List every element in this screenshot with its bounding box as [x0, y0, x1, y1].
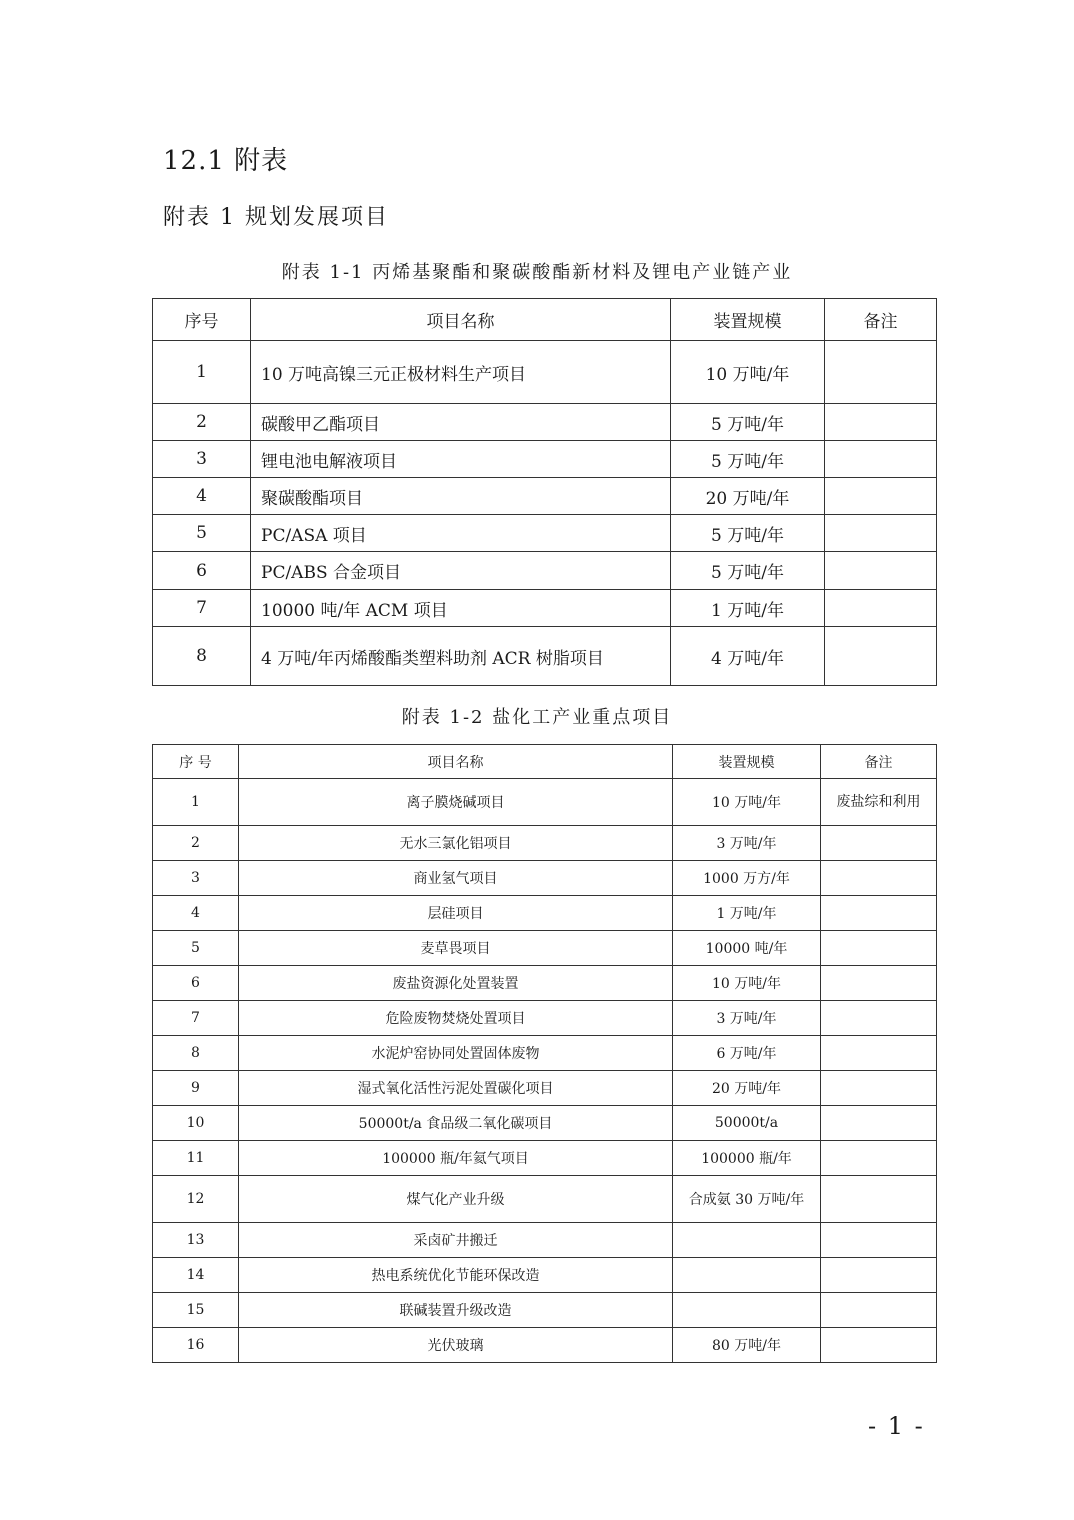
device-scale: 20 万吨/年	[673, 1071, 821, 1106]
row-number: 12	[153, 1176, 239, 1223]
row-number: 5	[153, 515, 251, 552]
device-scale: 3 万吨/年	[673, 826, 821, 861]
table-row	[153, 966, 937, 1001]
row-number: 2	[153, 826, 239, 861]
project-name: 废盐资源化处置装置	[239, 966, 673, 1001]
row-note	[821, 931, 937, 966]
table-row	[153, 1141, 937, 1176]
table1-header-name: 项目名称	[251, 299, 671, 341]
row-note	[821, 966, 937, 1001]
row-note	[821, 1176, 937, 1223]
table-row	[153, 404, 937, 441]
project-name: PC/ASA 项目	[251, 515, 671, 552]
table-row	[153, 341, 937, 404]
row-note	[821, 1001, 937, 1036]
device-scale: 4 万吨/年	[671, 627, 825, 686]
row-note	[825, 515, 937, 552]
device-scale: 5 万吨/年	[671, 552, 825, 590]
project-name: 热电系统优化节能环保改造	[239, 1258, 673, 1293]
project-name: 100000 瓶/年氦气项目	[239, 1141, 673, 1176]
table-row	[153, 826, 937, 861]
table-row	[153, 931, 937, 966]
row-note	[825, 341, 937, 404]
row-number: 8	[153, 627, 251, 686]
table2-header-note: 备注	[821, 745, 937, 779]
table-row	[153, 1223, 937, 1258]
table1	[152, 298, 937, 686]
table-row	[153, 1328, 937, 1363]
row-number: 1	[153, 779, 239, 826]
row-note	[825, 478, 937, 515]
section-title: 12.1 附表	[163, 146, 289, 176]
table1-header-note: 备注	[825, 299, 937, 341]
table-row	[153, 627, 937, 686]
table-row	[153, 515, 937, 552]
project-name: 光伏玻璃	[239, 1328, 673, 1363]
device-scale: 合成氨 30 万吨/年	[673, 1176, 821, 1223]
project-name: 50000t/a 食品级二氧化碳项目	[239, 1106, 673, 1141]
row-note	[821, 826, 937, 861]
row-number: 3	[153, 861, 239, 896]
table-row	[153, 779, 937, 826]
row-note	[821, 1293, 937, 1328]
project-name: 4 万吨/年丙烯酸酯类塑料助剂 ACR 树脂项目	[251, 627, 671, 686]
project-name: 碳酸甲乙酯项目	[251, 404, 671, 441]
device-scale: 10 万吨/年	[673, 966, 821, 1001]
row-number: 11	[153, 1141, 239, 1176]
project-name: 锂电池电解液项目	[251, 441, 671, 478]
project-name: 层硅项目	[239, 896, 673, 931]
table1-header-scale: 装置规模	[671, 299, 825, 341]
row-note	[821, 861, 937, 896]
device-scale: 10 万吨/年	[671, 341, 825, 404]
table2-header-scale: 装置规模	[673, 745, 821, 779]
table-row	[153, 441, 937, 478]
device-scale: 50000t/a	[673, 1106, 821, 1141]
row-number: 6	[153, 966, 239, 1001]
project-name: 联碱装置升级改造	[239, 1293, 673, 1328]
table1-header-no: 序号	[153, 299, 251, 341]
row-number: 1	[153, 341, 251, 404]
device-scale: 5 万吨/年	[671, 515, 825, 552]
row-note	[825, 590, 937, 627]
table-row	[153, 1001, 937, 1036]
device-scale: 1 万吨/年	[671, 590, 825, 627]
device-scale: 3 万吨/年	[673, 1001, 821, 1036]
row-note	[821, 1223, 937, 1258]
table2-header-no: 序 号	[153, 745, 239, 779]
row-note	[821, 1071, 937, 1106]
table2-header-row	[153, 745, 937, 779]
device-scale: 5 万吨/年	[671, 404, 825, 441]
table-row	[153, 896, 937, 931]
row-note	[825, 552, 937, 590]
device-scale: 10000 吨/年	[673, 931, 821, 966]
table-row	[153, 590, 937, 627]
row-number: 4	[153, 478, 251, 515]
row-note	[821, 896, 937, 931]
row-number: 4	[153, 896, 239, 931]
row-note	[825, 404, 937, 441]
device-scale: 100000 瓶/年	[673, 1141, 821, 1176]
appendix-title: 附表 1 规划发展项目	[163, 205, 389, 230]
table-row	[153, 1036, 937, 1071]
device-scale: 6 万吨/年	[673, 1036, 821, 1071]
row-number: 16	[153, 1328, 239, 1363]
project-name: 离子膜烧碱项目	[239, 779, 673, 826]
row-number: 3	[153, 441, 251, 478]
row-number: 13	[153, 1223, 239, 1258]
table2	[152, 744, 937, 1363]
row-number: 9	[153, 1071, 239, 1106]
table1-caption: 附表 1-1 丙烯基聚酯和聚碳酸酯新材料及锂电产业链产业	[281, 262, 793, 283]
row-number: 6	[153, 552, 251, 590]
row-note	[825, 441, 937, 478]
project-name: 麦草畏项目	[239, 931, 673, 966]
row-number: 15	[153, 1293, 239, 1328]
table-row	[153, 1106, 937, 1141]
row-note	[821, 1036, 937, 1071]
device-scale	[673, 1258, 821, 1293]
row-note: 废盐综和利用	[821, 779, 937, 826]
device-scale: 1000 万方/年	[673, 861, 821, 896]
table-row	[153, 1071, 937, 1106]
table1-header-row	[153, 299, 937, 341]
table2-caption: 附表 1-2 盐化工产业重点项目	[401, 707, 673, 728]
row-note	[825, 627, 937, 686]
project-name: 湿式氧化活性污泥处置碳化项目	[239, 1071, 673, 1106]
row-number: 8	[153, 1036, 239, 1071]
device-scale: 5 万吨/年	[671, 441, 825, 478]
project-name: 10000 吨/年 ACM 项目	[251, 590, 671, 627]
page-number: - 1 -	[868, 1412, 925, 1440]
device-scale	[673, 1223, 821, 1258]
project-name: 水泥炉窑协同处置固体废物	[239, 1036, 673, 1071]
row-note	[821, 1328, 937, 1363]
row-note	[821, 1258, 937, 1293]
project-name: 无水三氯化铝项目	[239, 826, 673, 861]
device-scale: 80 万吨/年	[673, 1328, 821, 1363]
row-number: 7	[153, 1001, 239, 1036]
project-name: 商业氢气项目	[239, 861, 673, 896]
table2-header-name: 项目名称	[239, 745, 673, 779]
row-number: 5	[153, 931, 239, 966]
device-scale: 20 万吨/年	[671, 478, 825, 515]
table-row	[153, 1176, 937, 1223]
project-name: 采卤矿井搬迁	[239, 1223, 673, 1258]
row-note	[821, 1106, 937, 1141]
project-name: PC/ABS 合金项目	[251, 552, 671, 590]
table-row	[153, 478, 937, 515]
row-number: 7	[153, 590, 251, 627]
device-scale: 10 万吨/年	[673, 779, 821, 826]
project-name: 聚碳酸酯项目	[251, 478, 671, 515]
row-number: 10	[153, 1106, 239, 1141]
device-scale	[673, 1293, 821, 1328]
project-name: 煤气化产业升级	[239, 1176, 673, 1223]
table-row	[153, 552, 937, 590]
project-name: 10 万吨高镍三元正极材料生产项目	[251, 341, 671, 404]
table-row	[153, 1258, 937, 1293]
device-scale: 1 万吨/年	[673, 896, 821, 931]
table-row	[153, 1293, 937, 1328]
table-row	[153, 861, 937, 896]
project-name: 危险废物焚烧处置项目	[239, 1001, 673, 1036]
row-number: 2	[153, 404, 251, 441]
row-note	[821, 1141, 937, 1176]
row-number: 14	[153, 1258, 239, 1293]
